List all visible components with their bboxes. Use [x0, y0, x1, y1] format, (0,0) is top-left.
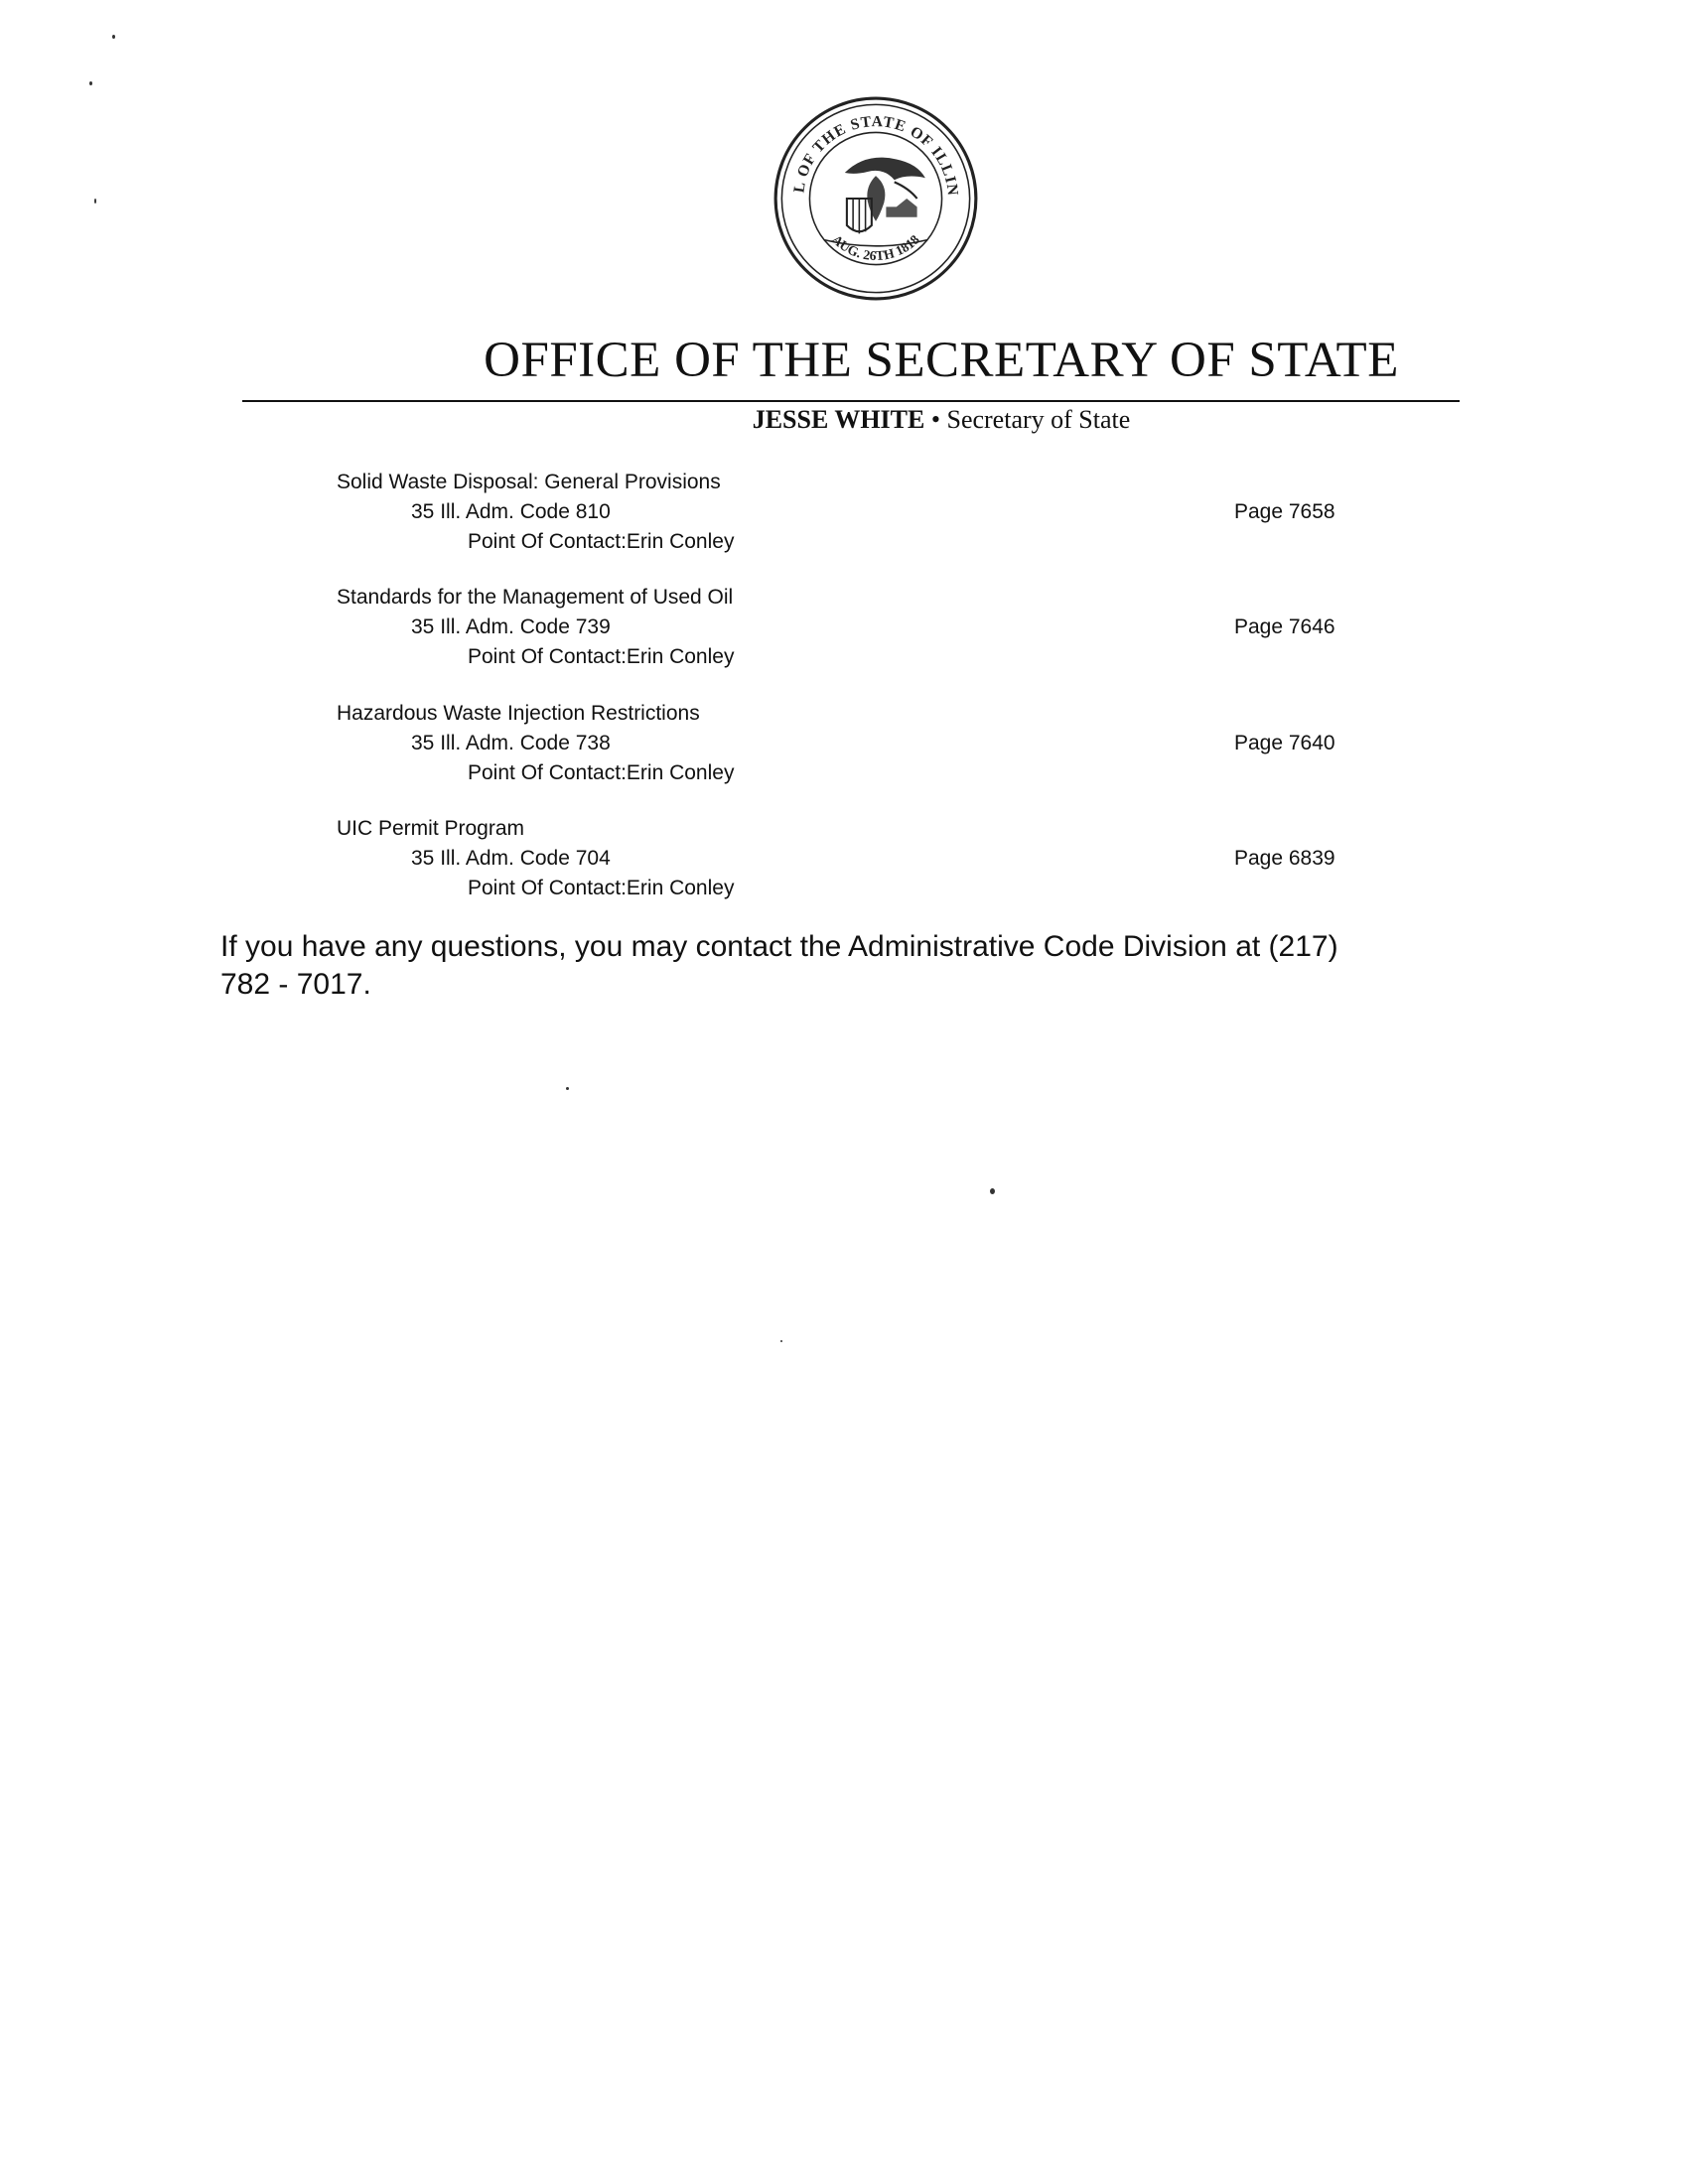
rule-title: Solid Waste Disposal: General Provisions: [337, 471, 721, 493]
svg-text:AUG. 26TH 1818: [829, 232, 922, 264]
scan-speck: [990, 1188, 995, 1194]
scan-speck: [112, 35, 115, 39]
point-of-contact: Point Of Contact:Erin Conley: [468, 645, 735, 668]
official-name: JESSE WHITE: [752, 405, 925, 434]
closing-paragraph: If you have any questions, you may contact the Administrative Code Division at (217) 782 - 7017.: [220, 930, 1338, 1001]
header-rule: [242, 400, 1460, 402]
point-of-contact: Point Of Contact:Erin Conley: [468, 877, 735, 899]
point-of-contact: Point Of Contact:Erin Conley: [468, 530, 735, 553]
bullet-separator: •: [930, 405, 940, 434]
scan-speck: [94, 199, 96, 204]
page-reference: Page 7646: [1234, 615, 1335, 638]
list-item: [0, 701, 1684, 810]
scan-speck: [566, 1087, 569, 1090]
scan-speck: [780, 1340, 782, 1342]
rule-title: Hazardous Waste Injection Restrictions: [337, 702, 700, 725]
svg-text:SEAL OF THE STATE OF ILLINOIS: [772, 95, 961, 198]
seal-bottom-text: AUG. 26TH 1818: [829, 231, 922, 264]
page-reference: Page 7658: [1234, 500, 1335, 523]
illinois-seal-icon: [772, 95, 979, 302]
rule-title: UIC Permit Program: [337, 817, 525, 840]
rule-title: Standards for the Management of Used Oil: [337, 586, 734, 609]
point-of-contact: Point Of Contact:Erin Conley: [468, 761, 735, 784]
state-seal: [772, 95, 979, 302]
page-reference: Page 7640: [1234, 732, 1335, 754]
adm-code: 35 Ill. Adm. Code 738: [411, 732, 611, 754]
office-title: OFFICE OF THE SECRETARY OF STATE: [484, 333, 1399, 388]
page-reference: Page 6839: [1234, 847, 1335, 870]
seal-top-text: L OF THE STATE OF ILLIN: [790, 113, 961, 198]
scan-speck: [89, 81, 92, 85]
official-role: Secretary of State: [946, 405, 1131, 434]
secretary-line: [0, 405, 1684, 435]
list-item: [0, 816, 1684, 925]
list-item: [0, 585, 1684, 694]
adm-code: 35 Ill. Adm. Code 810: [411, 500, 611, 523]
adm-code: 35 Ill. Adm. Code 704: [411, 847, 611, 870]
adm-code: 35 Ill. Adm. Code 739: [411, 615, 611, 638]
list-item: [0, 470, 1684, 579]
